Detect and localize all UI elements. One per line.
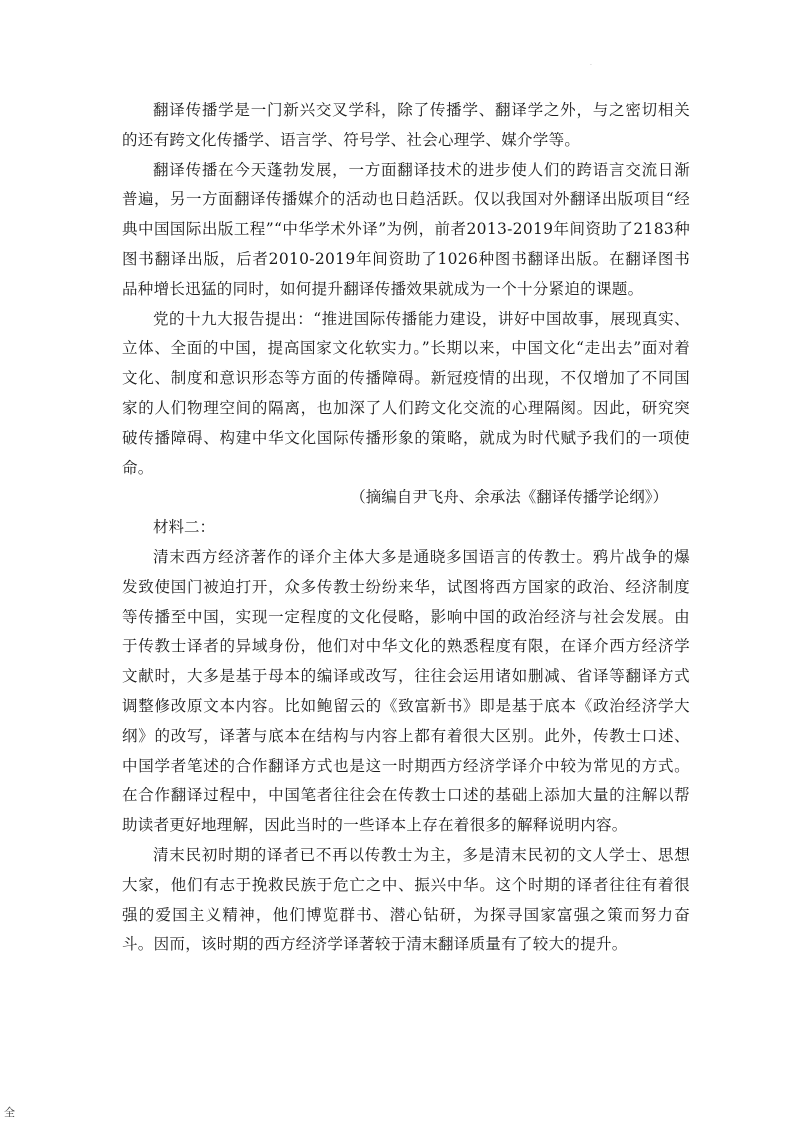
- material1-paragraph-2: 翻译传播在今天蓬勃发展，一方面翻译技术的进步使人们的跨语言交流日渐普遍，另一方面翻译传播媒介的活动也日趋活跃。仅以我国对外翻译出版项目“经典中国国际出版工程”“中华学术外译”为例，前者2013-2019年间资助了2183种图书翻译出版，后者2010-2019年间资助了1026种图书翻译出版。在翻译图书品种增长迅猛的同时，如何提升翻译传播效果就成为一个十分紧迫的课题。: [122, 160, 690, 298]
- material2-heading: 材料二：: [153, 518, 216, 537]
- material1-paragraph-3: 党的十九大报告提出：“推进国际传播能力建设，讲好中国故事，展现真实、立体、全面的中国，提高国家文化软实力。”长期以来，中国文化“走出去”面对着文化、制度和意识形态等方面的传播障碍。新冠疫情的出现，不仅增加了不同国家的人们物理空间的隔离，也加深了人们跨文化交流的心理隔阂。因此，研究突破传播障碍、构建中华文化国际传播形象的策略，就成为时代赋予我们的一项使命。: [122, 309, 690, 477]
- corner-mark: 全: [4, 1106, 15, 1119]
- material1-source-citation: （摘编自尹飞舟、余承法《翻译传播学论纲》）: [350, 488, 668, 507]
- document-page: [122, 96, 690, 960]
- material2-paragraph-2: 清末民初时期的译者已不再以传教士为主，多是清末民初的文人学士、思想大家，他们有志于挽救民族于危亡之中、振兴中华。这个时期的译者往往有着很强的爱国主义精神，他们博览群书、潜心钻研，为探寻国家富强之策而努力奋斗。因而，该时期的西方经济学译著较于清末翻译质量有了较大的提升。: [122, 845, 690, 954]
- page-top-mark: ·: [590, 62, 592, 69]
- material2-paragraph-1: 清末西方经济著作的译介主体大多是通晓多国语言的传教士。鸦片战争的爆发致使国门被迫打开，众多传教士纷纷来华，试图将西方国家的政治、经济制度等传播至中国，实现一定程度的文化侵略，影响中国的政治经济与社会发展。由于传教士译者的异域身份，他们对中华文化的熟悉程度有限，在译介西方经济学文献时，大多是基于母本的编译或改写，往往会运用诸如删减、省译等翻译方式调整修改原文本内容。比如鲍留云的《致富新书》即是基于底本《政治经济学大纲》的改写，译著与底本在结构与内容上都有着很大区别。此外，传教士口述、中国学者笔述的合作翻译方式也是这一时期西方经济学译介中较为常见的方式。在合作翻译过程中，中国笔者往往会在传教士口述的基础上添加大量的注解以帮助读者更好地理解，因此当时的一些译本上存在着很多的解释说明内容。: [122, 547, 690, 835]
- material1-paragraph-1: 翻译传播学是一门新兴交叉学科，除了传播学、翻译学之外，与之密切相关的还有跨文化传播学、语言学、符号学、社会心理学、媒介学等。: [122, 101, 690, 149]
